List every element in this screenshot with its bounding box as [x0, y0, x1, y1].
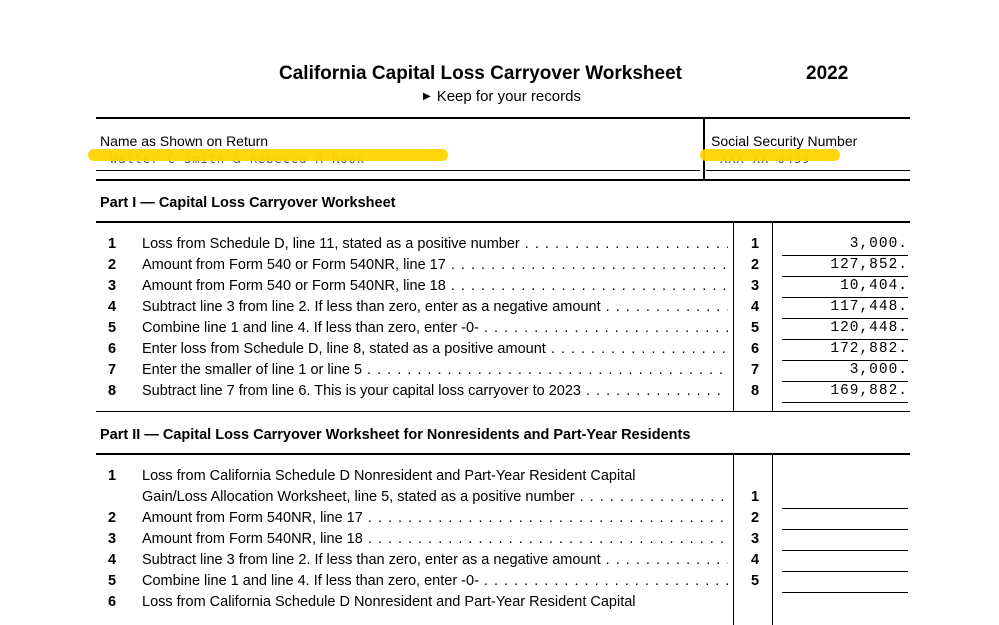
box-number: 2 [750, 257, 760, 273]
amount-field[interactable] [782, 531, 908, 551]
line-description-continued: Gain/Loss Allocation Worksheet, line 5, stated as a positive number . . . [142, 489, 728, 505]
part1-line-5 [96, 320, 912, 341]
amount-field[interactable] [782, 510, 908, 530]
name-redaction [88, 149, 448, 161]
box-number: 2 [750, 510, 760, 526]
keep-note [423, 88, 581, 105]
amount-field[interactable]: 10,404. [782, 278, 908, 298]
header-top-rule [96, 117, 910, 119]
box-number: 4 [750, 552, 760, 568]
line-number: 6 [108, 341, 117, 357]
line-description: Combine line 1 and line 4. If less than zero, enter -0- . . . [142, 573, 728, 589]
line-description: Loss from California Schedule D Nonresident and Part-Year Resident Capital [142, 594, 636, 610]
box-number: 4 [750, 299, 760, 315]
part1-line-3 [96, 278, 912, 299]
line-number: 1 [108, 236, 117, 252]
line-description: Amount from Form 540 or Form 540NR, line 18 . . . [142, 278, 728, 294]
form-year: 2022 [806, 63, 849, 84]
part2-line-6 [96, 594, 912, 615]
amount-field[interactable]: 120,448. [782, 320, 908, 340]
line-description: Loss from California Schedule D Nonresident and Part-Year Resident Capital [142, 468, 636, 484]
amount-field[interactable]: 172,882. [782, 341, 908, 361]
pointer-triangle-icon: ▶ [423, 91, 431, 102]
part2-rule [96, 453, 910, 455]
line-description: Amount from Form 540NR, line 17 . . . [142, 510, 728, 526]
amount-field[interactable]: 3,000. [782, 236, 908, 256]
line-description: Subtract line 3 from line 2. If less than zero, enter as a negative amount . . . [142, 552, 728, 568]
line-description: Subtract line 7 from line 6. This is your capital loss carryover to 2023 . . . [142, 383, 728, 399]
box-number: 5 [750, 573, 760, 589]
line-number: 8 [108, 383, 117, 399]
amount-field[interactable] [782, 489, 908, 509]
line-number: 3 [108, 278, 117, 294]
ssn-underline [706, 170, 910, 171]
line-description: Combine line 1 and line 4. If less than zero, enter -0- . . . [142, 320, 728, 336]
part1-heading: Part I — Capital Loss Carryover Worksheet [100, 195, 396, 211]
name-label: Name as Shown on Return [100, 133, 269, 149]
line-description: Amount from Form 540NR, line 18 . . . [142, 531, 728, 547]
box-number: 6 [750, 341, 760, 357]
ssn-redaction [700, 149, 840, 161]
name-underline [96, 170, 700, 171]
amount-field[interactable] [782, 573, 908, 593]
box-number: 3 [750, 531, 760, 547]
line-number: 2 [108, 257, 117, 273]
part2-line-1a [96, 468, 912, 489]
line-description: Loss from Schedule D, line 11, stated as a positive number . . . [142, 236, 728, 252]
box-number: 7 [750, 362, 760, 378]
box-number: 5 [750, 320, 760, 336]
header-bottom-rule [96, 179, 910, 181]
line-number: 3 [108, 531, 117, 547]
part1-rule [96, 221, 910, 223]
part1-line-8 [96, 383, 912, 404]
box-number: 1 [750, 489, 760, 505]
line-number: 1 [108, 468, 117, 484]
line-number: 2 [108, 510, 117, 526]
ssn-label: Social Security Number [711, 133, 858, 149]
line-number: 4 [108, 299, 117, 315]
part2-line-5 [96, 573, 912, 594]
line-description: Enter loss from Schedule D, line 8, stated as a positive amount . . . [142, 341, 728, 357]
amount-field[interactable]: 117,448. [782, 299, 908, 319]
box-number: 1 [750, 236, 760, 252]
line-description: Enter the smaller of line 1 or line 5 . . . [142, 362, 728, 378]
part1-line-4 [96, 299, 912, 320]
line-number: 4 [108, 552, 117, 568]
part1-line-7 [96, 362, 912, 383]
amount-field[interactable]: 169,882. [782, 383, 908, 403]
part2-line-2 [96, 510, 912, 531]
line-description: Amount from Form 540 or Form 540NR, line 17 . . . [142, 257, 728, 273]
amount-field[interactable] [782, 552, 908, 572]
line-description: Subtract line 3 from line 2. If less than zero, enter as a negative amount . . . [142, 299, 728, 315]
amount-field[interactable]: 127,852. [782, 257, 908, 277]
line-number: 5 [108, 320, 117, 336]
part2-line-3 [96, 531, 912, 552]
line-number: 5 [108, 573, 117, 589]
part2-heading: Part II — Capital Loss Carryover Worksheet for Nonresidents and Part-Year Residents [100, 427, 691, 443]
box-number: 3 [750, 278, 760, 294]
line-number: 6 [108, 594, 117, 610]
box-number: 8 [750, 383, 760, 399]
part1-bottom-rule [96, 411, 910, 412]
part2-line-4 [96, 552, 912, 573]
amount-field[interactable]: 3,000. [782, 362, 908, 382]
form-title: California Capital Loss Carryover Worksheet [279, 63, 682, 84]
part1-line-6 [96, 341, 912, 362]
line-number: 7 [108, 362, 117, 378]
part1-line-2 [96, 257, 912, 278]
part1-line-1 [96, 236, 912, 257]
keep-note-text: Keep for your records [436, 88, 581, 105]
part2-line-1b [96, 489, 912, 510]
